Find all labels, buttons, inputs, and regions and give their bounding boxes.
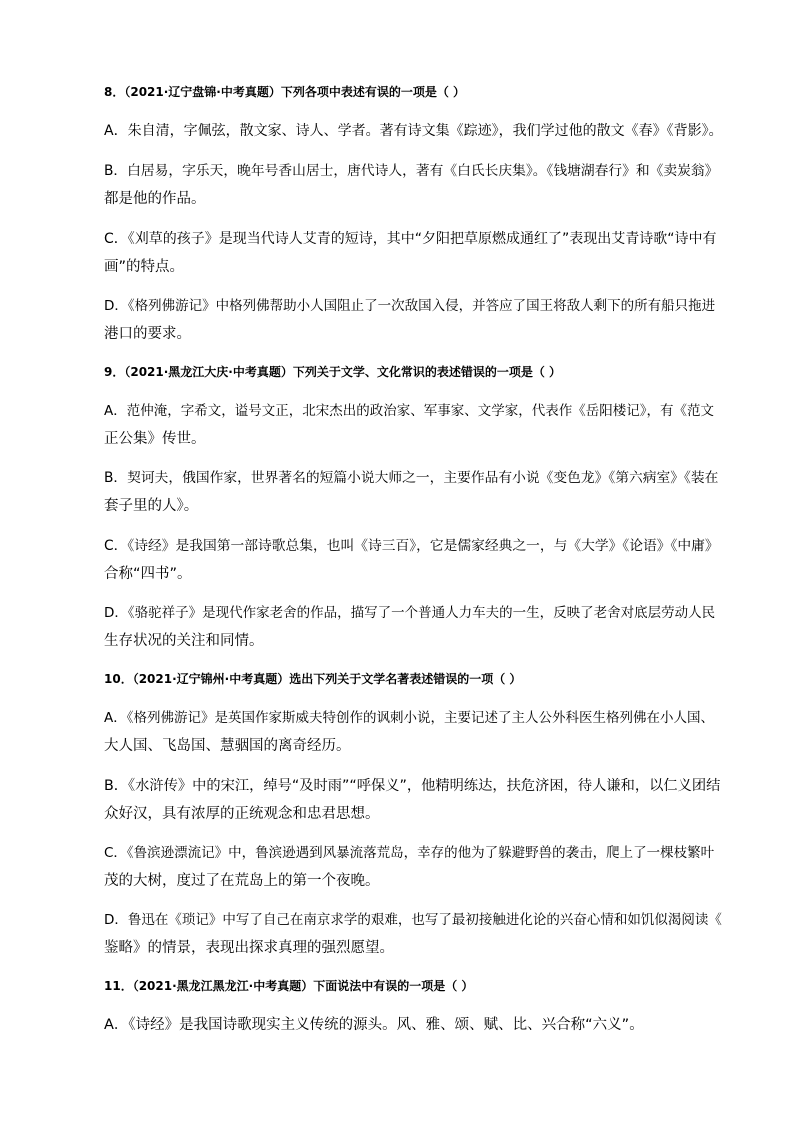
question-10-option-a-line-2: 大人国、飞岛国、慧骃国的离奇经历。 <box>104 738 351 754</box>
question-11-option-a-line-1: A．《诗经》是我国诗歌现实主义传统的源头。风、雅、颂、赋、比、兴合称“六义”。 <box>104 1017 644 1033</box>
question-8-option-d-line-2: 港口的要求。 <box>104 326 191 342</box>
question-8-option-b-line-2: 都是他的作品。 <box>104 191 206 207</box>
question-9-option-a-line-1: A．范仲淹，字希文，谥号文正，北宋杰出的政治家、军事家、文学家，代表作《岳阳楼记》，有《范文 <box>104 403 714 419</box>
question-8-option-c-line-1: C．《刈草的孩子》是现当代诗人艾青的短诗，其中“夕阳把草原燃成通红了”表现出艾青诗歌“诗中有 <box>104 231 717 247</box>
question-8-option-a-line-1: A．朱自清，字佩弦，散文家、诗人、学者。著有诗文集《踪迹》，我们学过他的散文《春》《背影》。 <box>104 123 723 139</box>
question-9-option-b-line-1: B．契诃夫，俄国作家，世界著名的短篇小说大师之一，主要作品有小说《变色龙》《第六病室》《装在 <box>104 470 719 486</box>
question-11-stem: 11．（2021·黑龙江黑龙江·中考真题）下面说法中有误的一项是（ ） <box>104 979 474 993</box>
question-8-option-b-line-1: B．白居易，字乐天，晚年号香山居士，唐代诗人，著有《白氏长庆集》。《钱塘湖春行》和《卖炭翁》 <box>104 163 719 179</box>
question-9-option-b-line-2: 套子里的人》。 <box>104 498 199 514</box>
question-9-option-a-line-2: 正公集》传世。 <box>104 431 206 447</box>
question-10-option-b-line-2: 众好汉，具有浓厚的正统观念和忠君思想。 <box>104 806 380 822</box>
question-10-option-b-line-1: B．《水浒传》中的宋江，绰号“及时雨”“呼保义”，他精明练达，扶危济困，待人谦和，以仁义团结 <box>104 778 721 794</box>
question-10-option-d-line-1: D．鲁迅在《琐记》中写了自己在南京求学的艰难，也写了最初接触进化论的兴奋心情和如饥似渴阅读《 <box>104 912 722 928</box>
question-10-option-a-line-1: A．《格列佛游记》是英国作家斯威夫特创作的讽刺小说，主要记述了主人公外科医生格列佛在小人国、 <box>104 710 714 726</box>
question-9-option-c-line-2: 合称“四书”。 <box>104 566 192 582</box>
question-8-option-d-line-1: D．《格列佛游记》中格列佛帮助小人国阻止了一次敌国入侵，并答应了国王将敌人剩下的所有船只拖进 <box>104 298 716 314</box>
question-8-stem: 8．（2021·辽宁盘锦·中考真题）下列各项中表述有误的一项是（ ） <box>104 85 466 99</box>
question-9-option-d-line-1: D．《骆驼祥子》是现代作家老舍的作品，描写了一个普通人力车夫的一生，反映了老舍对底层劳动人民 <box>104 605 716 621</box>
question-9-option-c-line-1: C．《诗经》是我国第一部诗歌总集，也叫《诗三百》，它是儒家经典之一，与《大学》《论语》《中庸》 <box>104 538 719 554</box>
question-10-stem: 10．（2021·辽宁锦州·中考真题）选出下列关于文学名著表述错误的一项（ ） <box>104 672 522 686</box>
question-10-option-c-line-1: C．《鲁滨逊漂流记》中，鲁滨逊遇到风暴流落荒岛，幸存的他为了躲避野兽的袭击，爬上了一棵枝繁叶 <box>104 845 715 861</box>
question-9-option-d-line-2: 生存状况的关注和同情。 <box>104 633 264 649</box>
question-10-option-d-line-2: 鉴略》的情景，表现出探求真理的强烈愿望。 <box>104 940 394 956</box>
question-9-stem: 9．（2021·黑龙江大庆·中考真题）下列关于文学、文化常识的表述错误的一项是（ ） <box>104 365 562 379</box>
question-10-option-c-line-2: 茂的大树，度过了在荒岛上的第一个夜晚。 <box>104 873 380 889</box>
question-8-option-c-line-2: 画”的特点。 <box>104 259 185 275</box>
